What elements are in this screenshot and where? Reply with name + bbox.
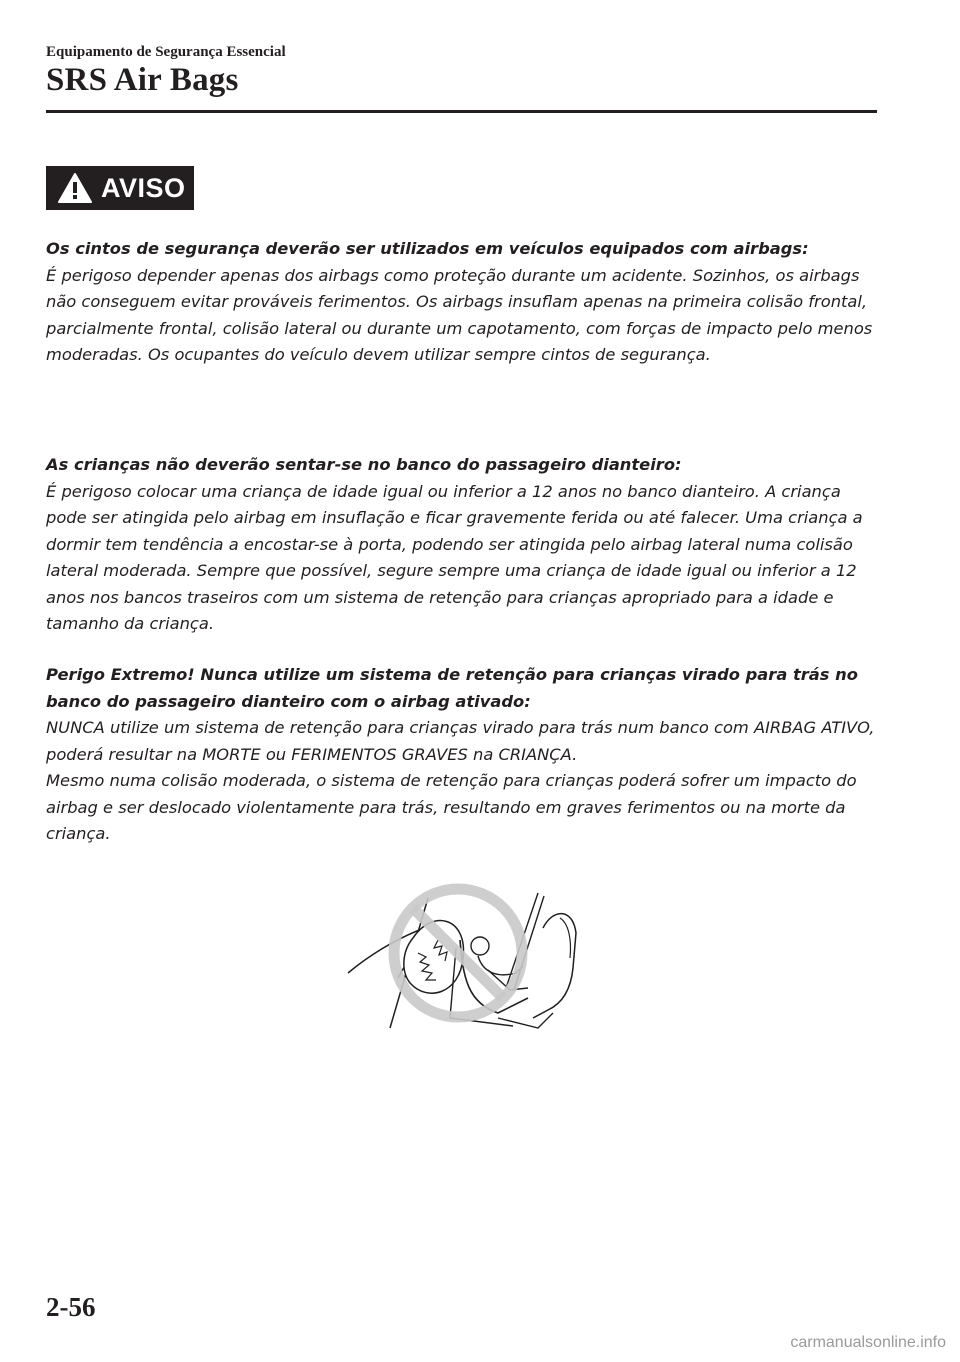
warning-block-rear-facing-seat [46, 662, 881, 848]
block-heading: Os cintos de segurança deverão ser utilizados em veículos equipados com airbags: [46, 239, 809, 258]
warning-block-children-front-seat [46, 452, 881, 638]
block-body: NUNCA utilize um sistema de retenção para crianças virado para trás num banco com AIRBAG ATIVO, poderá resultar na MORTE ou FERIMENTOS GRAVES na CRIANÇA. [46, 718, 875, 764]
block-body: É perigoso colocar uma criança de idade igual ou inferior a 12 anos no banco dianteiro. A criança pode ser atingida pelo airbag em insuflação e ficar gravemente ferida ou até falecer. Uma criança a dormir tem tendência a encostar-se à porta, podendo ser atingida pelo airbag lateral numa colisão lateral moderada. Sempre que possível, segure sempre uma criança de idade igual ou inferior a 12 anos nos bancos traseiros com um sistema de retenção para crianças apropriado para a idade e tamanho da criança. [46, 481, 863, 633]
warning-label: AVISO [101, 172, 186, 203]
warning-badge [46, 166, 194, 210]
block-heading: As crianças não deverão sentar-se no banco do passageiro dianteiro: [46, 455, 682, 474]
title-divider [46, 110, 877, 113]
block-body-continued: Mesmo numa colisão moderada, o sistema de retenção para crianças poderá sofrer um impacto do airbag e ser deslocado violentamente para trás, resultando em graves ferimentos ou na morte da criança. [46, 771, 857, 843]
warning-block-seatbelts [46, 236, 881, 369]
no-rear-facing-child-seat-icon [338, 878, 588, 1038]
page-number: 2-56 [46, 1292, 96, 1322]
block-body: É perigoso depender apenas dos airbags como proteção durante um acidente. Sozinhos, os airbags não conseguem evitar prováveis ferimentos. Os airbags insuflam apenas na primeira colisão frontal, parcialmente frontal, colisão lateral ou durante um capotamento, com forças de impacto pelo menos moderadas. Os ocupantes do veículo devem utilizar sempre cintos de segurança. [46, 265, 873, 364]
page-title: SRS Air Bags [46, 62, 239, 98]
section-label: Equipamento de Segurança Essencial [46, 44, 286, 60]
watermark: carmanualsonline.info [790, 1334, 946, 1351]
block-heading: Perigo Extremo! Nunca utilize um sistema de retenção para crianças virado para trás no banco do passageiro dianteiro com o airbag ativado: [46, 665, 858, 711]
warning-triangle-icon [57, 172, 93, 204]
